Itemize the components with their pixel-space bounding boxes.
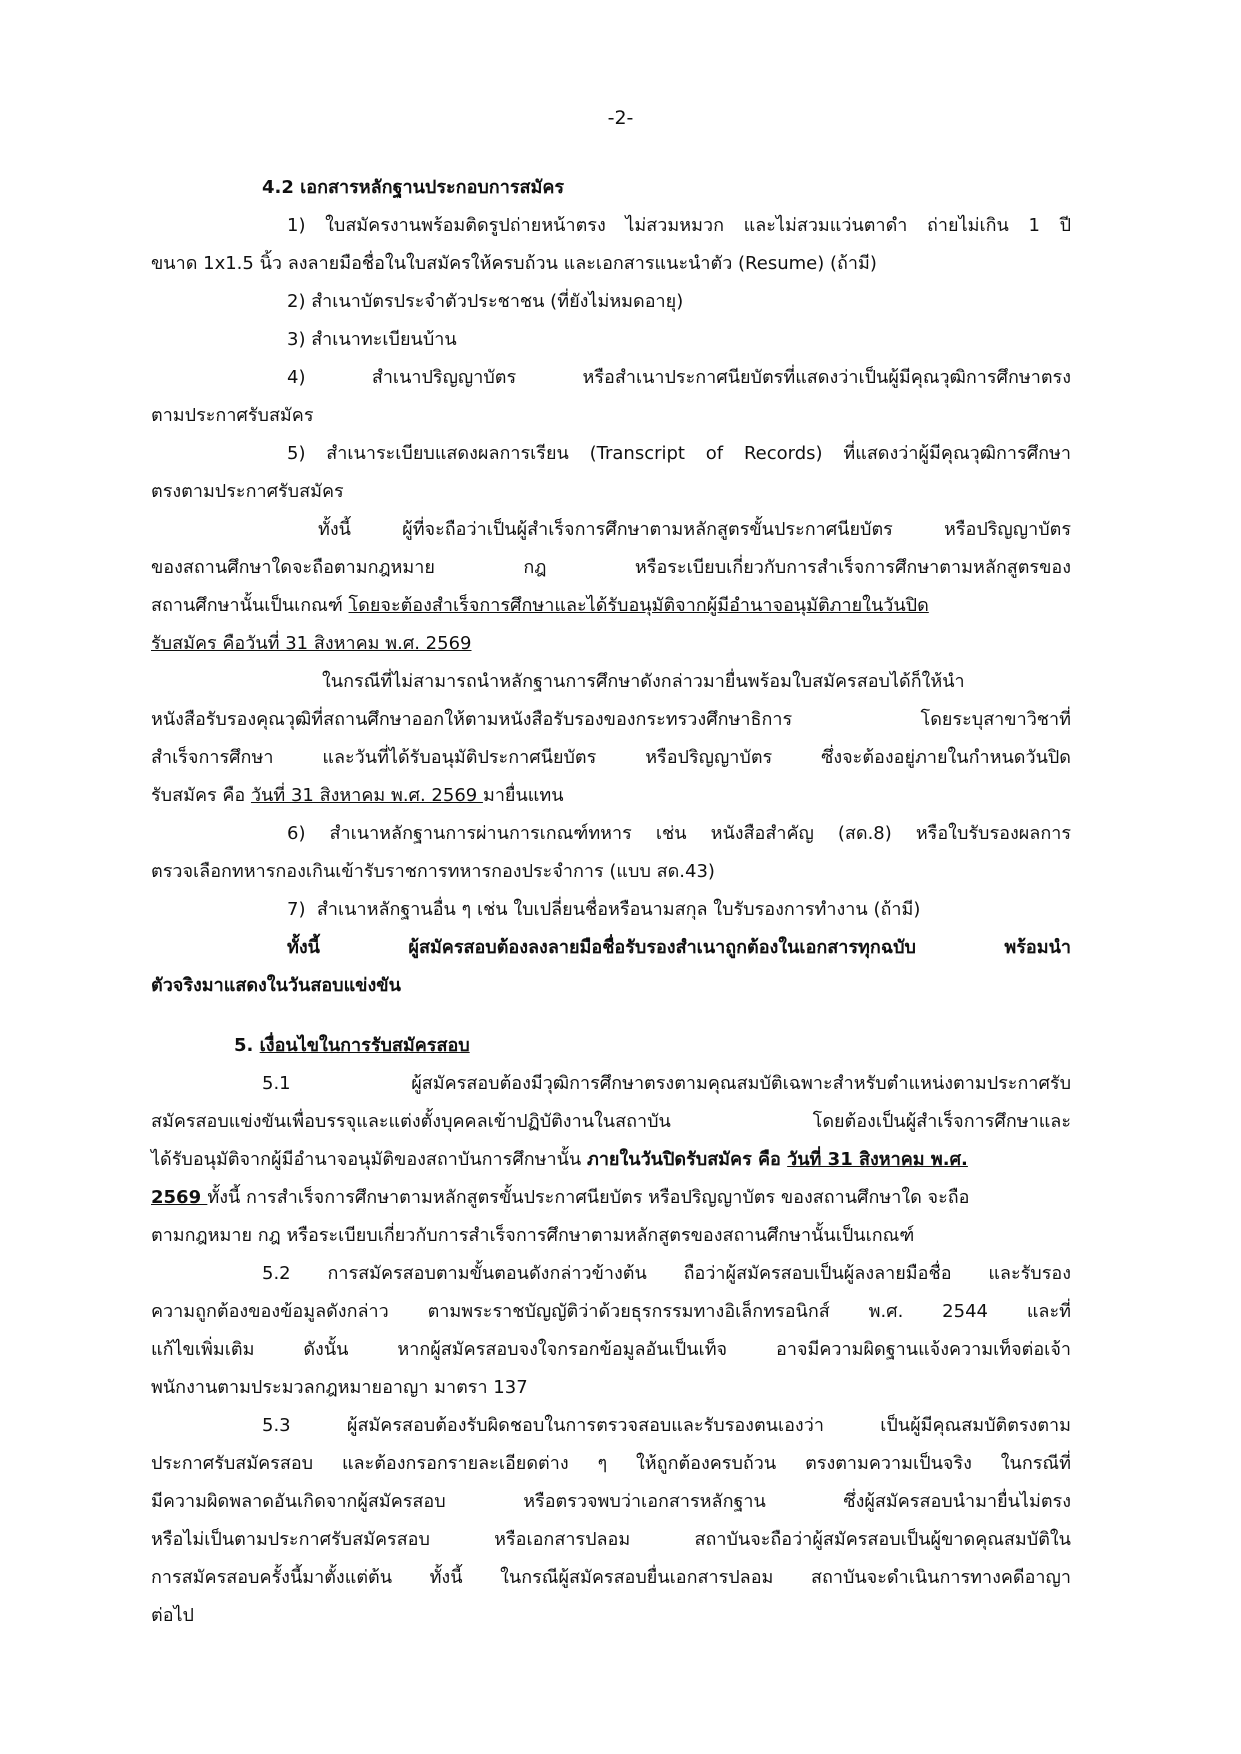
item-6-line-1: 6) สำเนาหลักฐานการผ่านการเกณฑ์ทหาร เช่น หนังสือสำคัญ (สด.8) หรือใบรับรองผลการ bbox=[287, 823, 1071, 844]
paragraph-2-line-4-text: รับสมัคร คือ bbox=[151, 785, 251, 806]
paragraph-5-3-line-6: ต่อไป bbox=[151, 1605, 194, 1626]
paragraph-5-1-line-3-text: ได้รับอนุมัติจากผู้มีอำนาจอนุมัติของสถาบันการศึกษานั้น bbox=[151, 1149, 587, 1170]
item-1-line-1: 1) ใบสมัครงานพร้อมติดรูปถ่ายหน้าตรง ไม่สวมหมวก และไม่สวมแว่นตาดำ ถ่ายไม่เกิน 1 ปี bbox=[287, 215, 1071, 236]
paragraph-5-1-line-3 bbox=[151, 1146, 968, 1174]
paragraph-1-line-3 bbox=[151, 592, 929, 620]
paragraph-2-line-1: ในกรณีที่ไม่สามารถนำหลักฐานการศึกษาดังกล่าวมายื่นพร้อมใบสมัครสอบได้ก็ให้นำ bbox=[322, 671, 965, 692]
paragraph-5-3-line-1: 5.3 ผู้สมัครสอบต้องรับผิดชอบในการตรวจสอบและรับรองตนเองว่า เป็นผู้มีคุณสมบัติตรงตาม bbox=[262, 1415, 1071, 1436]
paragraph-2-line-3: สำเร็จการศึกษา และวันที่ได้รับอนุมัติประกาศนียบัตร หรือปริญญาบัตร ซึ่งจะต้องอยู่ภายในกำหนดวันปิด bbox=[151, 747, 1071, 768]
section-5-heading-number: 5. bbox=[234, 1035, 260, 1056]
paragraph-1-line-1: ทั้งนี้ ผู้ที่จะถือว่าเป็นผู้สำเร็จการศึกษาตามหลักสูตรขั้นประกาศนียบัตร หรือปริญญาบัตร bbox=[318, 519, 1071, 540]
deadline-bold-text: ภายในวันปิดรับสมัคร คือ bbox=[586, 1149, 788, 1170]
note-line-2: ตัวจริงมาแสดงในวันสอบแข่งขัน bbox=[151, 975, 401, 996]
item-3: 3) สำเนาทะเบียนบ้าน bbox=[287, 329, 457, 350]
paragraph-2-line-2: หนังสือรับรองคุณวุฒิที่สถานศึกษาออกให้ตามหนังสือรับรองของกระทรวงศึกษาธิการ โดยระบุสาขาวิชาที่ bbox=[151, 709, 1071, 730]
paragraph-2-line-4-end: มายื่นแทน bbox=[482, 785, 564, 806]
section-5-heading-text bbox=[234, 1032, 470, 1060]
paragraph-1-line-2: ของสถานศึกษาใดจะถือตามกฎหมาย กฎ หรือระเบียบเกี่ยวกับการสำเร็จการศึกษาตามหลักสูตรของ bbox=[151, 557, 1071, 578]
item-6-line-2: ตรวจเลือกทหารกองเกินเข้ารับราชการทหารกองประจำการ (แบบ สด.43) bbox=[151, 861, 715, 882]
paragraph-2-line-4 bbox=[151, 782, 564, 810]
paragraph-5-3-line-4: หรือไม่เป็นตามประกาศรับสมัครสอบ หรือเอกสารปลอม สถาบันจะถือว่าผู้สมัครสอบเป็นผู้ขาดคุณสมบัติใน bbox=[151, 1529, 1071, 1550]
paragraph-5-1-line-4 bbox=[151, 1184, 969, 1212]
paragraph-5-1-line-4-text: ทั้งนี้ การสำเร็จการศึกษาตามหลักสูตรขั้นประกาศนียบัตร หรือปริญญาบัตร ของสถานศึกษาใด จะถือ bbox=[207, 1187, 970, 1208]
deadline-date-underlined: วันที่ 31 สิงหาคม พ.ศ. 2569 bbox=[250, 785, 483, 806]
item-5-line-2: ตรงตามประกาศรับสมัคร bbox=[151, 481, 344, 502]
paragraph-5-2-line-2: ความถูกต้องของข้อมูลดังกล่าว ตามพระราชบัญญัติว่าด้วยธุรกรรมทางอิเล็กทรอนิกส์ พ.ศ. 2544 และที่ bbox=[151, 1301, 1071, 1322]
paragraph-5-2-line-3: แก้ไขเพิ่มเติม ดังนั้น หากผู้สมัครสอบจงใจกรอกข้อมูลอันเป็นเท็จ อาจมีความผิดฐานแจ้งความเท็จต่อเจ้า bbox=[151, 1339, 1071, 1360]
section-4-2-heading: 4.2 เอกสารหลักฐานประกอบการสมัคร bbox=[262, 177, 565, 198]
item-4-line-2: ตามประกาศรับสมัคร bbox=[151, 405, 314, 426]
section-5-heading-title: เงื่อนไขในการรับสมัครสอบ bbox=[259, 1035, 470, 1056]
item-7: 7) สำเนาหลักฐานอื่น ๆ เช่น ใบเปลี่ยนชื่อหรือนามสกุล ใบรับรองการทำงาน (ถ้ามี) bbox=[287, 899, 921, 920]
paragraph-5-1-line-5: ตามกฎหมาย กฎ หรือระเบียบเกี่ยวกับการสำเร็จการศึกษาตามหลักสูตรของสถานศึกษานั้นเป็นเกณฑ์ bbox=[151, 1225, 915, 1246]
paragraph-5-3-line-5: การสมัครสอบครั้งนี้มาตั้งแต่ต้น ทั้งนี้ ในกรณีผู้สมัครสอบยื่นเอกสารปลอม สถาบันจะดำเนินการทางคดีอาญา bbox=[151, 1567, 1071, 1588]
paragraph-5-3-line-2: ประกาศรับสมัครสอบ และต้องกรอกรายละเอียดต่าง ๆ ให้ถูกต้องครบถ้วน ตรงตามความเป็นจริง ในกรณีที่ bbox=[151, 1453, 1071, 1474]
item-2: 2) สำเนาบัตรประจำตัวประชาชน (ที่ยังไม่หมดอายุ) bbox=[287, 291, 684, 312]
page-number: -2- bbox=[607, 107, 634, 129]
paragraph-5-2-line-4: พนักงานตามประมวลกฎหมายอาญา มาตรา 137 bbox=[151, 1377, 528, 1398]
paragraph-5-1-line-2: สมัครสอบแข่งขันเพื่อบรรจุและแต่งตั้งบุคคลเข้าปฏิบัติงานในสถาบัน โดยต้องเป็นผู้สำเร็จการศึกษาและ bbox=[151, 1111, 1071, 1132]
item-5-line-1: 5) สำเนาระเบียบแสดงผลการเรียน (Transcript of Records) ที่แสดงว่าผู้มีคุณวุฒิการศึกษา bbox=[287, 443, 1071, 464]
item-1-line-2: ขนาด 1x1.5 นิ้ว ลงลายมือชื่อในใบสมัครให้ครบถ้วน และเอกสารแนะนำตัว (Resume) (ถ้ามี) bbox=[151, 253, 877, 274]
paragraph-5-2-line-1: 5.2 การสมัครสอบตามขั้นตอนดังกล่าวข้างต้น ถือว่าผู้สมัครสอบเป็นผู้ลงลายมือชื่อ และรับรอง bbox=[262, 1263, 1071, 1284]
note-line-1: ทั้งนี้ ผู้สมัครสอบต้องลงลายมือชื่อรับรองสำเนาถูกต้องในเอกสารทุกฉบับ พร้อมนำ bbox=[287, 937, 1071, 958]
deadline-bold-underlined-year: 2569 bbox=[151, 1187, 208, 1208]
paragraph-5-1-line-1: 5.1 ผู้สมัครสอบต้องมีวุฒิการศึกษาตรงตามคุณสมบัติเฉพาะสำหรับตำแหน่งตามประกาศรับ bbox=[262, 1073, 1071, 1094]
paragraph-5-3-line-3: มีความผิดพลาดอันเกิดจากผู้สมัครสอบ หรือตรวจพบว่าเอกสารหลักฐาน ซึ่งผู้สมัครสอบนำมายื่นไม่ตรง bbox=[151, 1491, 1071, 1512]
paragraph-1-line-3-text: สถานศึกษานั้นเป็นเกณฑ์ bbox=[151, 595, 349, 616]
deadline-bold-underlined-date: วันที่ 31 สิงหาคม พ.ศ. bbox=[787, 1149, 968, 1170]
deadline-underlined-text: โดยจะต้องสำเร็จการศึกษาและได้รับอนุมัติจากผู้มีอำนาจอนุมัติภายในวันปิด bbox=[348, 595, 929, 616]
item-4-line-1: 4) สำเนาปริญญาบัตร หรือสำเนาประกาศนียบัตรที่แสดงว่าเป็นผู้มีคุณวุฒิการศึกษาตรง bbox=[287, 367, 1071, 388]
paragraph-1-line-4: รับสมัคร คือวันที่ 31 สิงหาคม พ.ศ. 2569 bbox=[151, 633, 472, 654]
